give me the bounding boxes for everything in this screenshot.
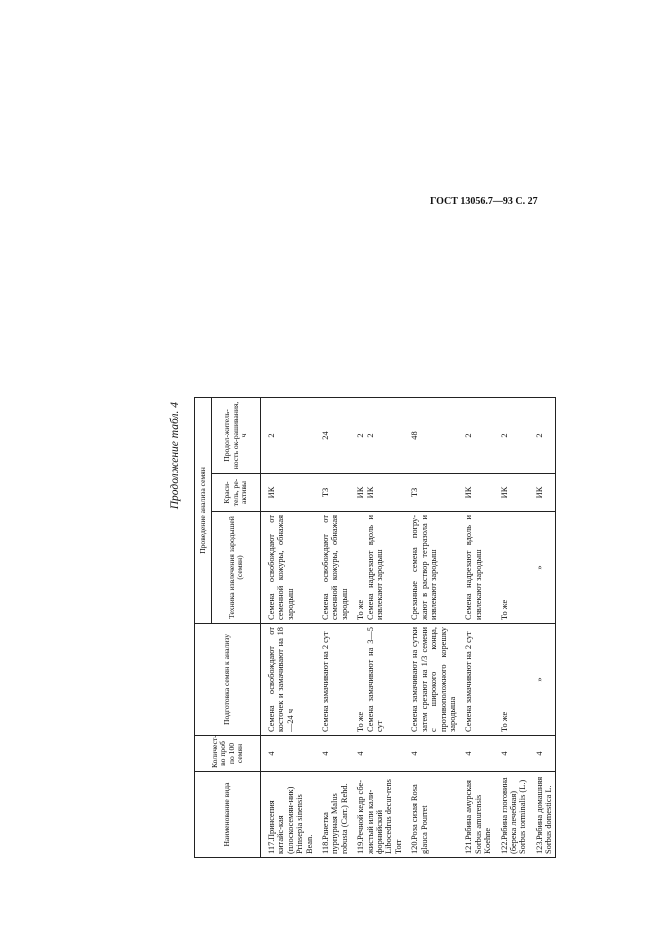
col-header-technique: Техника извлечения зародышей (семян): [212, 512, 261, 624]
table-row: [350, 397, 404, 857]
cell-name: [315, 772, 350, 858]
cell-name: [529, 772, 555, 858]
cell-name: [404, 772, 458, 858]
cell-prep: »: [529, 624, 555, 736]
cell-technique: То же: [494, 512, 529, 624]
row-number: 121.: [464, 839, 474, 854]
cell-technique: »: [529, 512, 555, 624]
row-number: 119.: [356, 839, 366, 854]
species-name: Роза сизая Rosa glauca Pourret: [410, 784, 429, 854]
species-name: Рябина амурская Sorbus amurensis Koehne: [464, 780, 493, 854]
species-name: Принсепия китайс-кая (плоскосемян-ник) Prinsepia sinensis Bean.: [267, 786, 314, 854]
cell-prep: Семена замачивают на 2 сут: [315, 624, 350, 736]
gost-page-header: ГОСТ 13056.7—93 С. 27: [430, 196, 538, 207]
col-header-name: Наименование вида: [195, 772, 261, 858]
table-row: [529, 397, 555, 857]
cell-dye: ТЗ: [404, 474, 458, 512]
cell-count: 4: [315, 736, 350, 772]
cell-dye: ИК: [458, 474, 493, 512]
table-body: [261, 397, 556, 857]
cell-prep: Семена освобождают от косточек и замачивают на 18—24 ч: [261, 624, 316, 736]
cell-duration: 2 2: [350, 397, 404, 473]
cell-duration: 2: [529, 397, 555, 473]
cell-count: 4: [529, 736, 555, 772]
species-name: Рябина домашняя Sorbus domestica L.: [534, 776, 554, 854]
rotated-table-block: [169, 398, 588, 858]
table-row: [261, 397, 316, 857]
cell-name: [458, 772, 493, 858]
table-row: [315, 397, 350, 857]
cell-count: 4: [261, 736, 316, 772]
cell-duration: 2: [494, 397, 529, 473]
row-number: 117.: [267, 839, 276, 854]
cell-dye: ИК: [261, 474, 316, 512]
table-row: [404, 397, 458, 857]
species-name: Рябина глоговина (берека лечебная) Sorbus torminalis (L.): [499, 777, 528, 854]
col-header-count: Количест-во проб по 100 семян: [195, 736, 261, 772]
col-header-prep: Подготовка семян к анализу: [195, 624, 261, 736]
cell-prep: Семена замачивают на 2 сут: [458, 624, 493, 736]
species-name: Речной кедр сбе-жистый или кали-форнийский Libocedrus decur-rens Torr: [356, 779, 403, 854]
cell-dye: ИК: [494, 474, 529, 512]
cell-duration: 24: [315, 397, 350, 473]
cell-duration: 2: [261, 397, 316, 473]
cell-name: [350, 772, 404, 858]
cell-dye: ТЗ: [315, 474, 350, 512]
cell-technique: То же Семена надрезают вдоль и извлекают зародыш: [350, 512, 404, 624]
species-name: Ранетка пурпурная Malus robusta (Carr.) Rehd.: [321, 783, 349, 854]
cell-name: [494, 772, 529, 858]
row-number: 123.: [534, 839, 544, 854]
col-header-duration: Продол-житель-ность ок-рашивания, ч: [212, 397, 261, 473]
cell-prep: Семена замачивают на сутки затем срезают на 1/3 семени с широкого конца, противоположного корешку зародыша: [404, 624, 458, 736]
cell-dye: ИК: [529, 474, 555, 512]
cell-dye: ИК ИК: [350, 474, 404, 512]
cell-count: 4: [458, 736, 493, 772]
cell-technique: Семена надрезают вдоль и извлекают зародыш: [458, 512, 493, 624]
table-row: [458, 397, 493, 857]
cell-technique: Семена освобождают от семенной кожуры, обнажая зародыш: [261, 512, 316, 624]
seed-analysis-table: [194, 397, 556, 858]
cell-technique: Семена освобождают от семенной кожуры, обнажая зародыш: [315, 512, 350, 624]
cell-prep: То же Семена замачивают на 3—5 сут: [350, 624, 404, 736]
row-number: 120.: [410, 839, 420, 854]
row-number: 122.: [499, 839, 509, 854]
cell-count: 4: [404, 736, 458, 772]
cell-prep: То же: [494, 624, 529, 736]
table-row: [494, 397, 529, 857]
cell-name: [261, 772, 316, 858]
cell-count: 4: [494, 736, 529, 772]
row-number: 118.: [321, 839, 331, 854]
cell-count: 4: [350, 736, 404, 772]
cell-technique: Срезанные семена погру-жают в раствор тетразола и извлекают зародыш: [404, 512, 458, 624]
table-caption: Продолжение табл. 4: [169, 402, 181, 510]
col-header-dye: Краси-тель, ре-активы: [212, 474, 261, 512]
col-header-group: Проведение анализа семян: [195, 397, 212, 623]
cell-duration: 2: [458, 397, 493, 473]
cell-duration: 48: [404, 397, 458, 473]
